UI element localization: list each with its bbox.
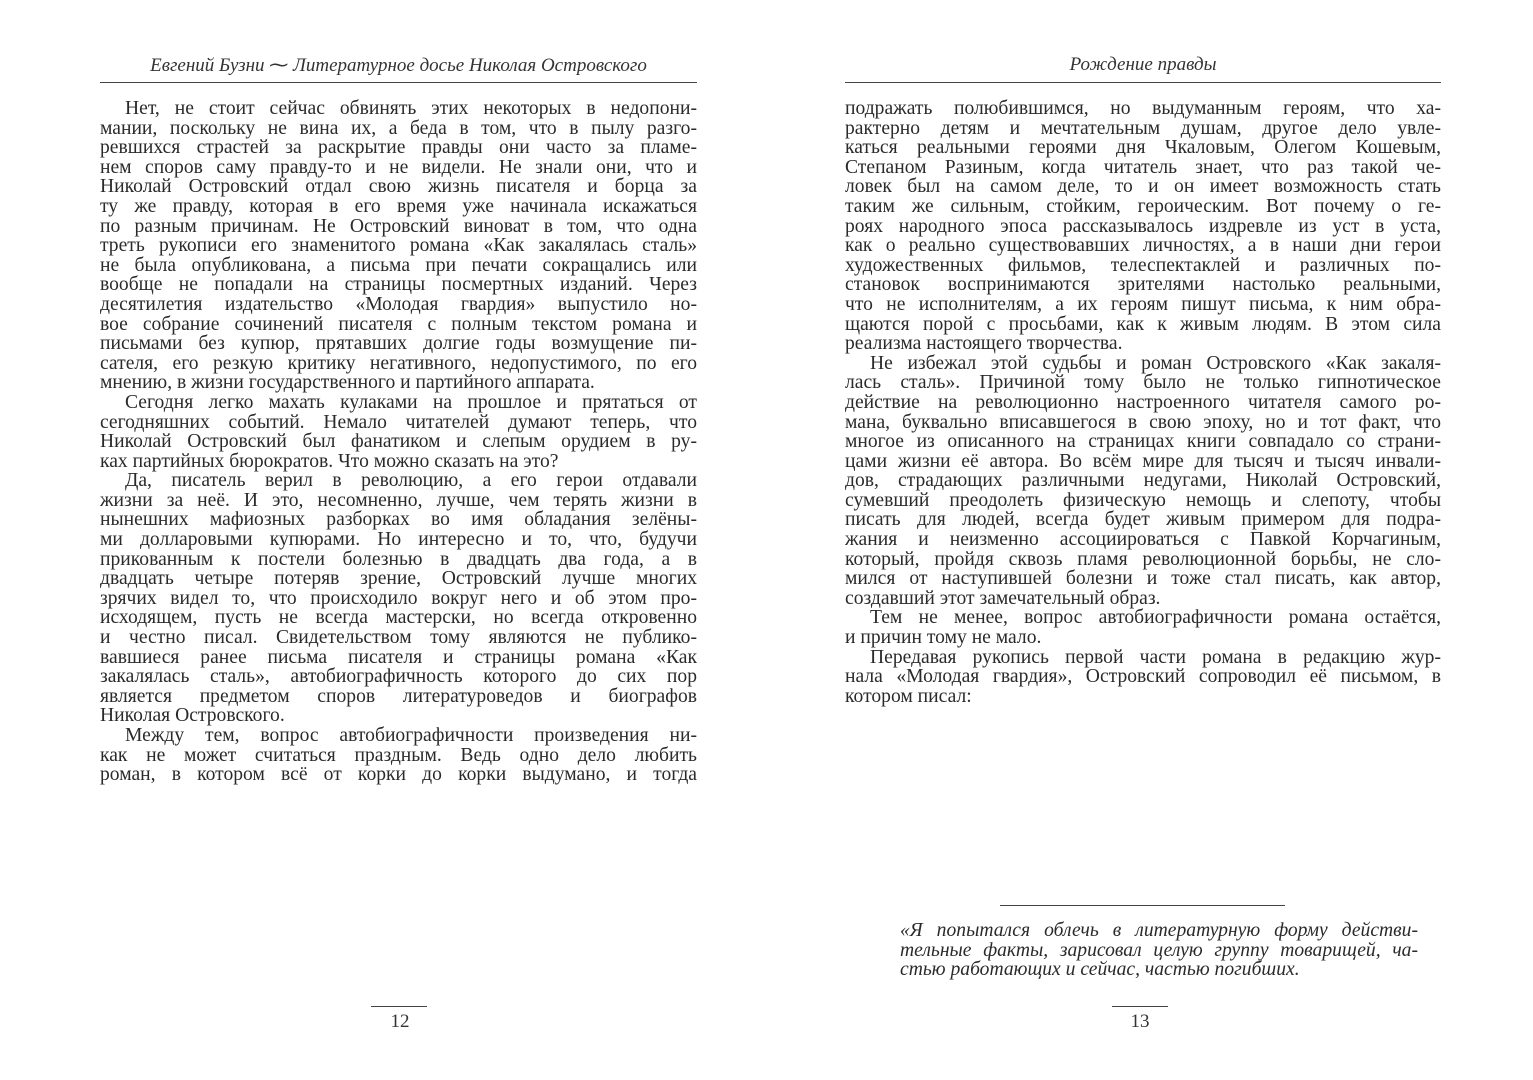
text-line: жания и неизменно ассоциироваться с Павкой Корчагиным, [845,529,1441,551]
paragraph [100,390,697,472]
text-line: что не исполнителям, а их героям пишут письма, к ним обра- [845,293,1441,315]
text-line: Степаном Разиным, когда читатель знает, что раз такой че- [845,156,1441,178]
text-line: Николай Островский отдал свою жизнь писателя и борца за [100,176,697,198]
block-quote [900,918,1418,981]
text-line: лась сталь». Причиной тому было не только гипнотическое [845,372,1441,394]
text-line: Сегодня легко махать кулаками на прошлое и прятаться от [125,391,697,413]
text-line: каться реальными героями дня Чкаловым, Олегом Кошевым, [845,137,1441,159]
text-line: ту же правду, которая в его время уже начинала искажаться [100,195,697,217]
text-line: Николай Островский был фанатиком и слепым орудием в ру- [100,431,697,453]
text-line: Тем не менее, вопрос автобиографичности романа остаётся, [870,607,1441,629]
text-line: который, пройдя сквозь пламя революционной борьбы, не сло- [845,548,1441,570]
text-line: сегодняшних событий. Немало читателей думают теперь, что [100,411,697,433]
running-head-left: Евгений Бузни ⁓ Литературное досье Николая Островского [150,55,647,76]
text-line: вое собрание сочинений писателя с полным текстом романа и [100,313,697,335]
text-line: прикованным к постели болезнью в двадцать два года, а в [100,548,697,570]
text-line: является предметом споров литературоведов и биографов [100,685,697,707]
paragraph [100,723,697,786]
running-head-right: Рождение правды [1069,54,1217,75]
text-line: мнению, в жизни государственного и партийного аппарата. [100,372,595,394]
text-line: вообще не попадали на страницы посмертных изданий. Через [100,274,697,296]
text-line: многое из описанного на страницах книги совпадало со страни- [845,431,1441,453]
text-line: мана, буквально вписавшегося в свою эпоху, но и тот факт, что [845,411,1441,433]
text-line: подражать полюбившимся, но выдуманным героям, что ха- [845,98,1441,119]
paragraph [845,96,1441,355]
text-line: как не может считаться праздным. Ведь одно дело любить [100,744,697,766]
text-line: ми долларовыми купюрами. Но интересно и то, что, будучи [100,529,697,551]
text-line: десятилетия издательство «Молодая гвардия» выпустило но- [100,293,697,315]
text-line: и причин тому не мало. [845,627,1042,649]
text-line: роман, в котором всё от корки до корки выдумано, и тогда [100,764,697,786]
text-line: цами жизни её автора. Во всём мире для тысяч и тысяч инвали- [845,450,1441,472]
quote-line: «Я попытался облечь в литературную форму действи- [900,920,1418,941]
text-line: роях народного эпоса рассказывалось издревле из уст в уста, [845,215,1441,237]
text-line: сателя, его резкую критику негативного, недопустимого, по его [100,352,697,374]
header-rule [100,82,697,83]
text-line: нем споров саму правду-то и не видели. Не знали они, что и [100,156,697,178]
text-line: писать для людей, всегда будет живым примером для подра- [845,509,1441,531]
quote-line: стью работающих и сейчас, частью погибших. [900,959,1300,981]
text-line: художественных фильмов, телеспектаклей и различных по- [845,254,1441,276]
text-line: Не избежал этой судьбы и роман Островского «Как закаля- [870,352,1441,374]
text-line: рактерно детям и мечтательным душам, другое дело увле- [845,117,1441,139]
text-line: ловек был на самом деле, то и он имеет возможность стать [845,176,1441,198]
paragraph [845,605,1441,649]
text-line: вавшиеся ранее письма писателя и страницы романа «Как [100,646,697,668]
text-line: действие на революционно настроенного читателя самого ро- [845,391,1441,413]
text-line: нала «Молодая гвардия», Островский сопроводил её письмом, в [845,666,1441,688]
paragraph [100,468,697,727]
text-line: создавший этот замечательный образ. [845,587,1161,609]
text-line: Николая Островского. [100,705,285,727]
text-line: реализма настоящего творчества. [845,333,1123,355]
text-line: ревшихся страстей за раскрытие правды они часто за пламе- [100,137,697,159]
text-line: письмами без купюр, прятавших долгие годы возмущение пи- [100,333,697,355]
text-line: нынешних мафиозных разборках во имя обладания зелёны- [100,509,697,531]
quote-rule [1000,905,1285,906]
text-line: зрячих видел то, что происходило вокруг него и об этом про- [100,587,697,609]
right-page [845,0,1441,1080]
page-number-right: 13 [1130,1011,1150,1032]
paragraph [845,645,1441,707]
body-text-right [845,96,1441,707]
text-line: ках партийных бюрократов. Что можно сказать на это? [100,450,559,472]
text-line: становок воспринимаются зрителями настолько реальными, [845,274,1441,296]
text-line: Нет, не стоит сейчас обвинять этих некоторых в недопони- [125,98,697,119]
text-line: сумевший преодолеть физическую немощь и слепоту, чтобы [845,489,1441,511]
text-line: мании, поскольку не вина их, а беда в том, что в пылу разго- [100,117,697,139]
text-line: двадцать четыре потеряв зрение, Островский лучше многих [100,568,697,590]
text-line: таким же сильным, стойким, героическим. Вот почему о ге- [845,195,1441,217]
text-line: котором писал: [845,685,972,707]
paragraph [845,351,1441,609]
text-line: как о реально существовавших личностях, а в наши дни герои [845,235,1441,257]
quote-line: тельные факты, зарисовал целую группу товарищей, ча- [900,939,1418,961]
text-line: жизни за неё. И это, несомненно, лучше, чем терять жизни в [100,489,697,511]
text-line: Да, писатель верил в революцию, а его герои отдавали [125,470,697,492]
page-number-left: 12 [390,1011,410,1032]
header-rule [845,82,1441,83]
left-page [100,0,697,1080]
text-line: исходящем, пусть не всегда мастерски, но всегда откровенно [100,607,697,629]
text-line: Передавая рукопись первой части романа в редакцию жур- [870,646,1441,668]
text-line: не была опубликована, а письма при печати сокращались или [100,254,697,276]
text-line: и честно писал. Свидетельством тому являются не публико- [100,627,697,649]
text-line: треть рукописи его знаменитого романа «Как закалялась сталь» [100,235,697,257]
text-line: мился от наступившей болезни и тоже стал писать, как автор, [845,568,1441,590]
text-line: Между тем, вопрос автобиографичности произведения ни- [125,725,697,746]
body-text-left [100,96,697,786]
text-line: щаются порой с просьбами, как к живым людям. В этом сила [845,313,1441,335]
paragraph [100,96,697,394]
folio-rule [371,1006,427,1007]
text-line: дов, страдающих различными недугами, Николай Островский, [845,470,1441,492]
folio-rule [1112,1006,1168,1007]
text-line: закалялась сталь», автобиографичность которого до сих пор [100,666,697,688]
text-line: по разным причинам. Не Островский виноват в том, что одна [100,215,697,237]
